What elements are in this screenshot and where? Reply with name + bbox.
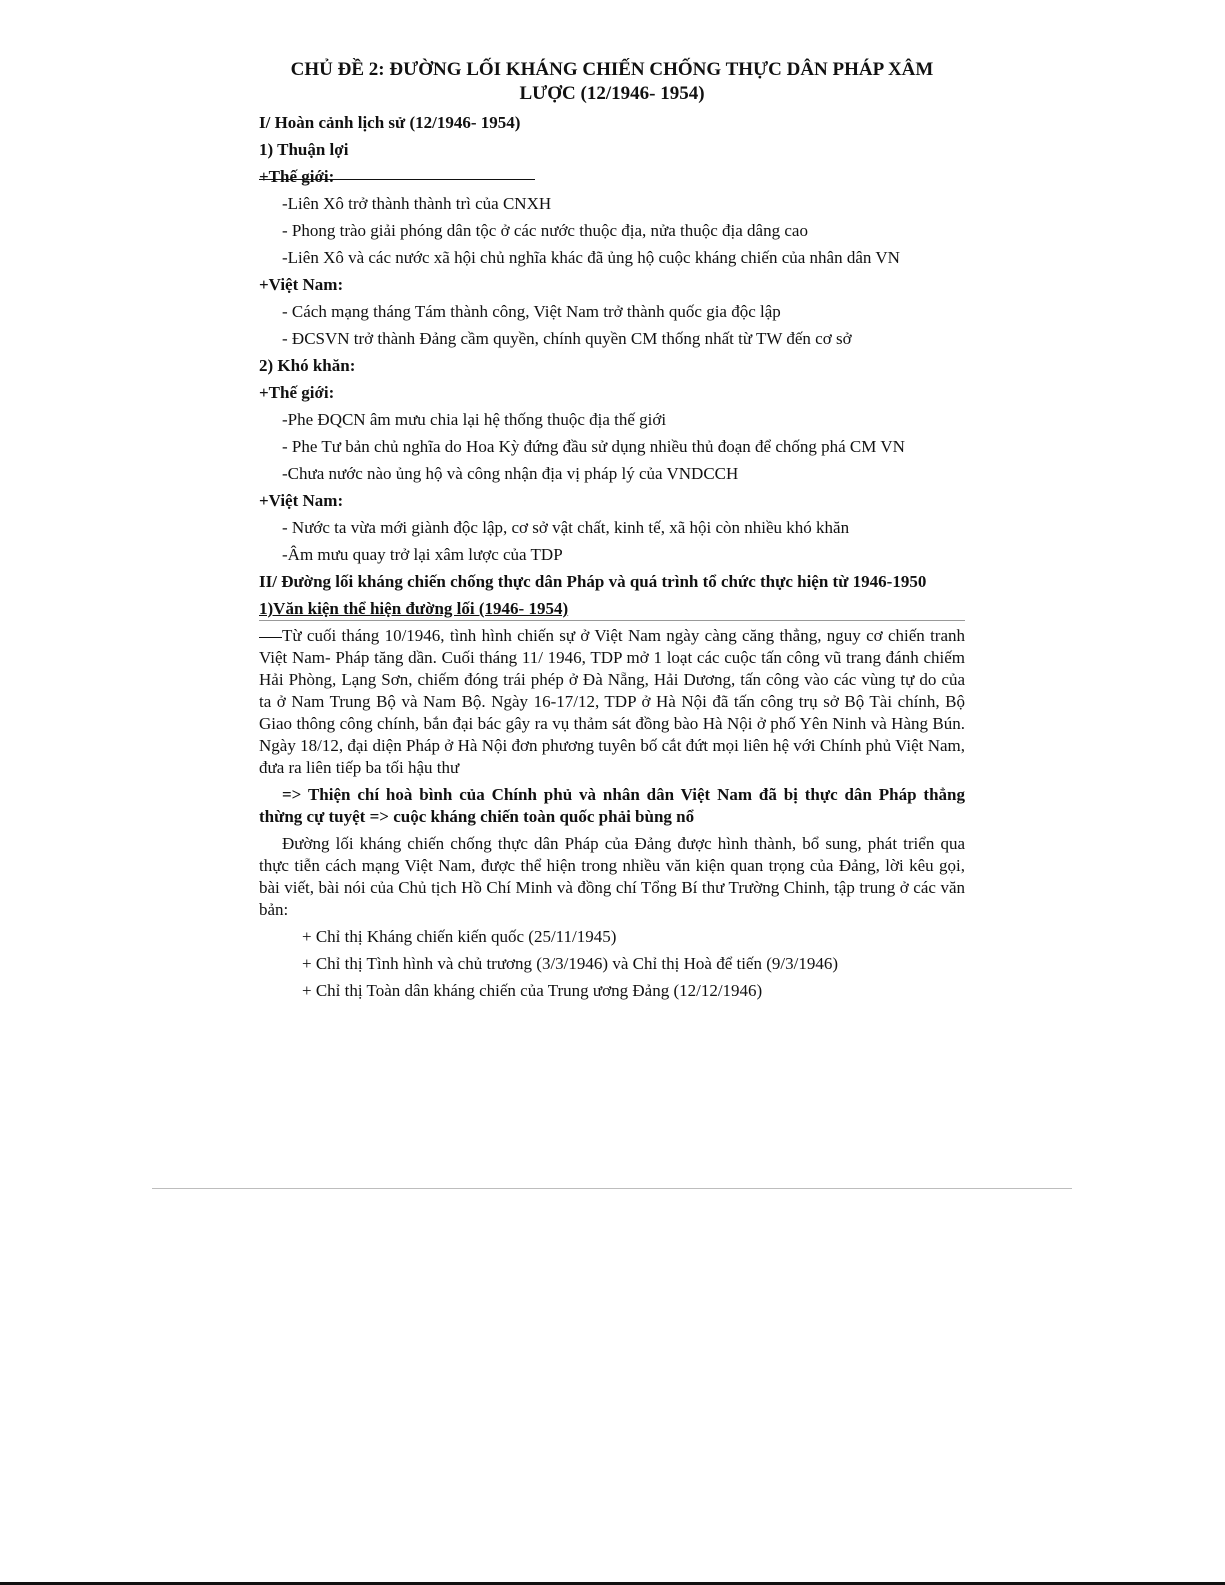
list-item: - Cách mạng tháng Tám thành công, Việt Nam trở thành quốc gia độc lập [282, 302, 781, 321]
list-item: - Phong trào giải phóng dân tộc ở các nước thuộc địa, nửa thuộc địa dâng cao [282, 221, 808, 240]
section2-heading: II/ Đường lối kháng chiến chống thực dân Pháp và quá trình tổ chức thực hiện từ 1946-1950 [259, 572, 927, 591]
strike-dash-lead [259, 637, 282, 638]
advantages-vn-heading: +Việt Nam: [259, 275, 344, 294]
list-item: -Phe ĐQCN âm mưu chia lại hệ thống thuộc địa thế giới [282, 410, 667, 429]
title-line-1: CHỦ ĐỀ 2: ĐƯỜNG LỐI KHÁNG CHIẾN CHỐNG THỰC DÂN PHÁP XÂM [290, 59, 934, 80]
documents-intro-paragraph: Đường lối kháng chiến chống thực dân Pháp của Đảng được hình thành, bổ sung, phát triển qua thực tiễn cách mạng Việt Nam, được thể hiện trong nhiều văn kiện quan trọng của Đảng, lời kêu gọi, bài viết, bài nói của Chủ tịch Hồ Chí Minh và đồng chí Tổng Bí thư Trường Chinh, tập trung ở các văn bản: [259, 834, 965, 919]
context-paragraph [259, 625, 965, 779]
document-content [259, 58, 965, 1007]
advantages-world-heading: +Thế giới: [259, 166, 535, 188]
list-item: -Liên Xô và các nước xã hội chủ nghĩa khác đã ủng hộ cuộc kháng chiến của nhân dân VN [282, 248, 900, 267]
list-item: + Chỉ thị Toàn dân kháng chiến của Trung ương Đảng (12/12/1946) [302, 981, 763, 1000]
advantages-heading: 1) Thuận lợi [259, 140, 349, 159]
section1-heading: I/ Hoàn cảnh lịch sử (12/1946- 1954) [259, 113, 521, 132]
section2-subheading: 1)Văn kiện thể hiện đường lối (1946- 1954) [259, 599, 569, 618]
list-item: + Chỉ thị Tình hình và chủ trương (3/3/1946) và Chỉ thị Hoà để tiến (9/3/1946) [302, 954, 838, 973]
difficulties-vn-heading: +Việt Nam: [259, 491, 344, 510]
document-title [259, 58, 965, 106]
page-footer-divider [152, 1188, 1072, 1189]
list-item: - Phe Tư bản chủ nghĩa do Hoa Kỳ đứng đầu sử dụng nhiều thủ đoạn để chống phá CM VN [282, 437, 905, 456]
conclusion-paragraph: => Thiện chí hoà bình của Chính phủ và nhân dân Việt Nam đã bị thực dân Pháp thẳng thừng cự tuyệt => cuộc kháng chiến toàn quốc phải bùng nổ [259, 785, 965, 826]
section2-subheading-wrap [259, 598, 965, 620]
list-item: -Liên Xô trở thành thành trì của CNXH [282, 194, 552, 213]
list-item: + Chỉ thị Kháng chiến kiến quốc (25/11/1945) [302, 927, 617, 946]
difficulties-heading: 2) Khó khăn: [259, 356, 356, 375]
context-paragraph-text: Từ cuối tháng 10/1946, tình hình chiến sự ở Việt Nam ngày càng căng thẳng, nguy cơ chiến tranh Việt Nam- Pháp tăng dần. Cuối tháng 11/ 1946, TDP mở 1 loạt các cuộc tấn công vũ trang đánh chiếm Hải Phòng, Lạng Sơn, chiếm đóng trái phép ở Đà Nẵng, Hải Dương, tấn công vào các vùng tự do của ta ở Nam Trung Bộ và Nam Bộ. Ngày 16-17/12, TDP ở Hà Nội đã tấn công trụ sở Bộ Tài chính, Bộ Giao thông công chính, bắn đại bác gây ra vụ thảm sát đồng bào Hà Nội ở phố Yên Ninh và Hàng Bún. Ngày 18/12, đại diện Pháp ở Hà Nội đơn phương tuyên bố cắt đứt mọi liên hệ với Chính phủ Việt Nam, đưa ra liên tiếp ba tối hậu thư [259, 626, 965, 777]
list-item: - Nước ta vừa mới giành độc lập, cơ sở vật chất, kinh tế, xã hội còn nhiều khó khăn [282, 518, 850, 537]
list-item: -Chưa nước nào ủng hộ và công nhận địa vị pháp lý của VNDCCH [282, 464, 739, 483]
difficulties-world-heading: +Thế giới: [259, 383, 335, 402]
title-line-2: LƯỢC (12/1946- 1954) [519, 83, 705, 104]
list-item: - ĐCSVN trở thành Đảng cầm quyền, chính quyền CM thống nhất từ TW đến cơ sở [282, 329, 852, 348]
list-item: -Âm mưu quay trở lại xâm lược của TDP [282, 545, 563, 564]
